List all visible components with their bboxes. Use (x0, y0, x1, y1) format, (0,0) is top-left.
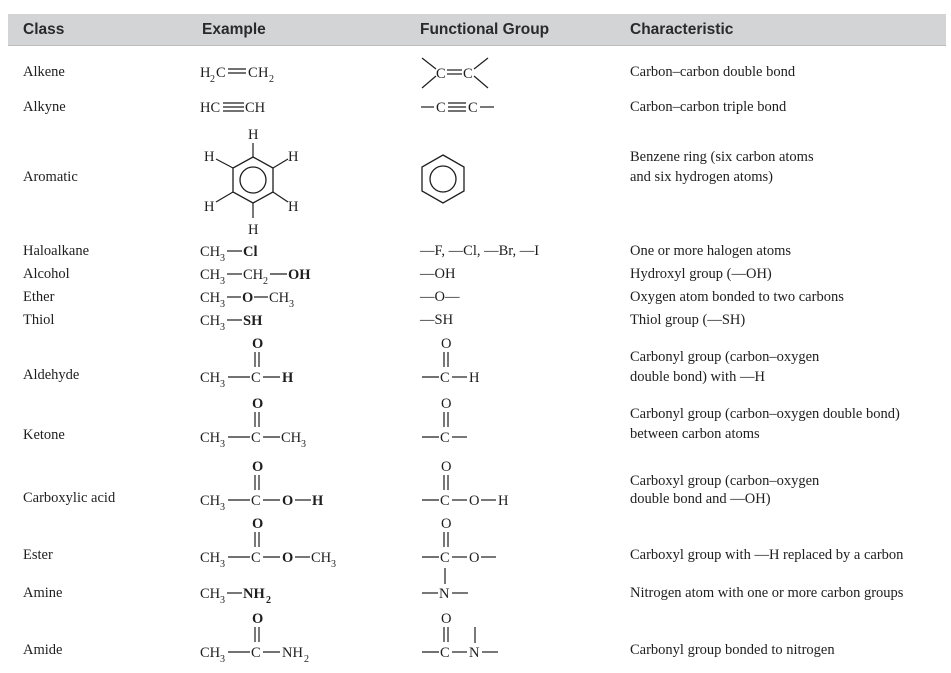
svg-text:H: H (248, 222, 259, 238)
aromatic-example-benzene (196, 122, 306, 238)
svg-text:C: C (251, 430, 261, 446)
ketone-example-formula (198, 392, 318, 448)
header-class: Class (23, 21, 65, 38)
characteristic: Thiol group (—SH) (630, 312, 746, 328)
svg-text:H: H (282, 370, 294, 386)
svg-text:C: C (440, 645, 450, 661)
svg-text:N: N (469, 645, 480, 661)
svg-text:2: 2 (210, 74, 215, 85)
svg-text:C: C (436, 100, 446, 116)
alkene-example-formula (198, 58, 298, 88)
svg-text:C: C (440, 550, 450, 566)
svg-text:3: 3 (220, 595, 225, 606)
svg-text:N: N (439, 586, 450, 602)
svg-text:H: H (288, 199, 299, 215)
benzene-ring-icon (416, 152, 472, 204)
aldehyde-functional-group (418, 332, 508, 388)
svg-text:OH: OH (288, 267, 311, 283)
svg-text:O: O (441, 516, 452, 532)
svg-text:C: C (440, 493, 450, 509)
characteristic: Hydroxyl group (—OH) (630, 266, 772, 282)
svg-text:C: C (468, 100, 478, 116)
header-example: Example (202, 21, 266, 38)
svg-text:H: H (248, 127, 259, 143)
class-name: Aldehyde (23, 367, 80, 383)
svg-text:O: O (252, 459, 264, 475)
functional-group: —SH (420, 312, 454, 328)
svg-text:H: H (312, 493, 324, 509)
class-name: Alkene (23, 64, 65, 80)
class-name: Haloalkane (23, 243, 90, 259)
svg-text:C: C (463, 66, 473, 82)
svg-text:H: H (258, 65, 269, 81)
class-name: Thiol (23, 312, 55, 328)
svg-text:CH: CH (281, 430, 302, 446)
svg-text:3: 3 (220, 502, 225, 513)
alkene-functional-group (416, 52, 496, 92)
svg-text:3: 3 (220, 276, 225, 287)
svg-text:CH: CH (200, 493, 221, 509)
svg-text:C: C (251, 370, 261, 386)
alkyne-functional-group (416, 93, 516, 121)
thiol-example-formula (198, 306, 288, 334)
characteristic: Carbon–carbon double bond (630, 64, 796, 80)
svg-text:C: C (251, 550, 261, 566)
svg-text:NH: NH (282, 645, 303, 661)
characteristic: Carboxyl group with —H replaced by a carbon (630, 547, 904, 563)
class-name: Alcohol (23, 266, 70, 282)
svg-text:HC: HC (200, 100, 221, 116)
svg-text:H: H (204, 199, 215, 215)
svg-text:3: 3 (289, 299, 294, 310)
svg-text:O: O (282, 493, 294, 509)
svg-text:2: 2 (269, 74, 274, 85)
characteristic: Carbonyl group bonded to nitrogen (630, 642, 835, 658)
header-characteristic: Characteristic (630, 21, 734, 38)
class-name: Amine (23, 585, 63, 601)
characteristic-line-1: Carbonyl group (carbon–oxygen double bond) (630, 406, 900, 422)
amine-example-formula (198, 579, 298, 607)
svg-text:O: O (252, 516, 264, 532)
svg-text:CH: CH (200, 370, 221, 386)
svg-text:CH: CH (200, 290, 221, 306)
svg-text:CH: CH (200, 645, 221, 661)
class-name: Amide (23, 642, 63, 658)
class-name: Ketone (23, 427, 65, 443)
amine-functional-group (418, 566, 488, 608)
svg-text:H: H (200, 65, 211, 81)
svg-text:3: 3 (220, 253, 225, 264)
class-name: Alkyne (23, 99, 66, 115)
svg-text:CH: CH (200, 313, 221, 329)
amide-example-formula (198, 607, 328, 665)
svg-text:CH: CH (243, 267, 264, 283)
svg-text:CH: CH (245, 100, 266, 116)
svg-text:CH: CH (311, 550, 332, 566)
ester-example-formula (198, 512, 358, 568)
functional-group: —O— (420, 289, 460, 305)
svg-text:3: 3 (331, 559, 336, 570)
svg-text:H: H (288, 149, 299, 165)
svg-text:O: O (469, 550, 480, 566)
characteristic-line-2: and six hydrogen atoms) (630, 169, 773, 185)
svg-text:CH: CH (200, 550, 221, 566)
svg-text:O: O (441, 396, 452, 412)
svg-text:Cl: Cl (243, 244, 258, 260)
svg-text:O: O (441, 611, 452, 627)
carboxyl-functional-group (418, 455, 528, 511)
svg-text:2: 2 (263, 276, 268, 287)
svg-text:O: O (252, 611, 264, 627)
svg-text:CH: CH (200, 430, 221, 446)
alkyne-example-formula (198, 93, 288, 121)
svg-text:3: 3 (220, 439, 225, 450)
svg-text:NH: NH (243, 586, 265, 602)
svg-text:C: C (216, 65, 226, 81)
svg-text:CH: CH (269, 290, 290, 306)
svg-text:C: C (251, 645, 261, 661)
ketone-functional-group (418, 392, 488, 448)
characteristic-line-2: double bond and —OH) (630, 491, 771, 507)
svg-text:C: C (251, 493, 261, 509)
svg-text:3: 3 (301, 439, 306, 450)
svg-text:O: O (242, 290, 254, 306)
amide-functional-group (418, 607, 518, 665)
svg-text:SH: SH (243, 313, 263, 329)
svg-text:2: 2 (266, 595, 271, 606)
characteristic: One or more halogen atoms (630, 243, 792, 259)
svg-text:CH: CH (200, 267, 221, 283)
svg-text:H: H (498, 493, 509, 509)
carboxylic-acid-example-formula (198, 455, 338, 511)
characteristic: Carbon–carbon triple bond (630, 99, 787, 115)
table-header (8, 14, 946, 46)
svg-text:C: C (440, 370, 450, 386)
characteristic-line-2: between carbon atoms (630, 426, 760, 442)
characteristic-line-1: Carbonyl group (carbon–oxygen (630, 349, 820, 365)
svg-text:3: 3 (220, 299, 225, 310)
svg-text:O: O (441, 459, 452, 475)
svg-text:C: C (440, 430, 450, 446)
svg-text:C: C (436, 66, 446, 82)
characteristic-line-1: Carboxyl group (carbon–oxygen (630, 473, 820, 489)
svg-text:3: 3 (220, 559, 225, 570)
svg-text:C: C (248, 65, 258, 81)
aldehyde-example-formula (198, 332, 308, 388)
functional-group: —F, —Cl, —Br, —I (420, 243, 540, 259)
svg-text:3: 3 (220, 322, 225, 333)
svg-text:O: O (252, 336, 264, 352)
svg-text:3: 3 (220, 379, 225, 390)
class-name: Aromatic (23, 169, 78, 185)
svg-text:CH: CH (200, 586, 221, 602)
characteristic: Nitrogen atom with one or more carbon groups (630, 585, 904, 601)
svg-text:O: O (441, 336, 452, 352)
header-functional-group: Functional Group (420, 21, 550, 38)
class-name: Ether (23, 289, 55, 305)
svg-text:H: H (204, 149, 215, 165)
characteristic-line-2: double bond) with —H (630, 369, 765, 385)
characteristic: Oxygen atom bonded to two carbons (630, 289, 844, 305)
svg-text:CH: CH (200, 244, 221, 260)
svg-text:2: 2 (304, 654, 309, 665)
svg-text:O: O (252, 396, 264, 412)
svg-text:O: O (282, 550, 294, 566)
svg-text:H: H (469, 370, 480, 386)
svg-text:3: 3 (220, 654, 225, 665)
functional-group: —OH (420, 266, 456, 282)
class-name: Ester (23, 547, 53, 563)
characteristic-line-1: Benzene ring (six carbon atoms (630, 149, 814, 165)
svg-text:O: O (469, 493, 480, 509)
ester-functional-group (418, 512, 508, 568)
class-name: Carboxylic acid (23, 490, 116, 506)
